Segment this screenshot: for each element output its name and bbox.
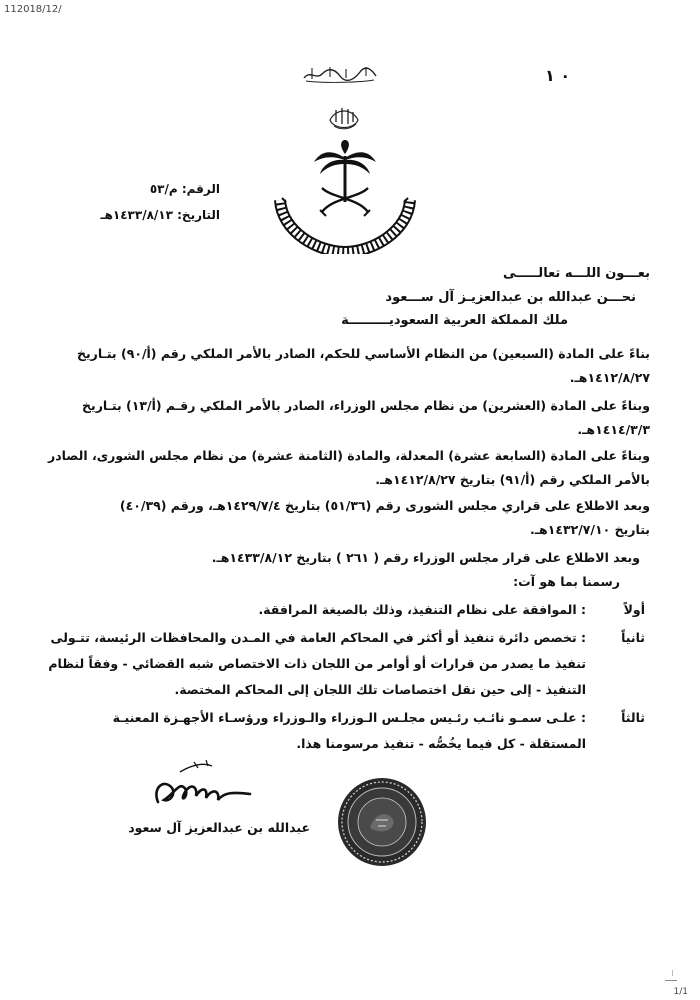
clause-line: : علـى سمـو نائـب رئـيس مجلـس الـوزراء والـوزراء ورؤسـاء الأجهـزة المعنيـة: [112, 710, 586, 725]
preamble-line: وبعد الاطلاع على قراري مجلس الشورى رقم (٥١/٣٦) بتاريخ ١٤٢٩/٧/٤هـ، ورقم (٤٠/٣٩): [119, 498, 650, 513]
print-date: 112018/12/: [4, 4, 62, 15]
preamble-line: وبناءً على المادة (العشرين) من نظام مجلس الوزراء، الصادر بالأمر الملكي رقـم (أ/١٣) بتـاريخ: [82, 398, 650, 413]
opening-invocation: بعـــون اللـــه تعالـــــى: [502, 266, 650, 281]
basmala-calligraphy: [300, 64, 380, 84]
clause-line: التنفيذ - إلى حين نقل اختصاصات تلك اللجان إلى المحاكم المختصة.: [174, 682, 586, 697]
royal-seal: [336, 776, 428, 868]
top-marks: ٠ ١: [545, 66, 571, 85]
preamble-line: ١٤١٢/٨/٢٧هـ.: [569, 370, 650, 385]
preamble-line: وبعد الاطلاع على قرار مجلس الوزراء رقم ( ٢٦١ ) بتاريخ ١٤٣٣/٨/١٢هـ.: [211, 550, 640, 565]
tawheed-calligraphy: [326, 100, 362, 136]
clause-ordinal: ثالثاً: [621, 710, 645, 725]
clause-line: المستقلة - كل فيما يخُصُّه - تنفيذ مرسومنا هذا.: [296, 736, 586, 751]
preamble-line: وبناءً على المادة (السابعة عشرة) المعدلة، والمادة (الثامنة عشرة) من نظام مجلس الشورى، الصادر: [48, 448, 650, 463]
clause-line: : تخصص دائرة تنفيذ أو أكثر في المحاكم العامة في المـدن والمحافظات الرئيسة، تتـولى: [50, 630, 586, 645]
preamble-line: بتاريخ ١٤٣٢/٧/١٠هـ.: [530, 522, 650, 537]
preamble-line: ١٤١٤/٣/٣هـ.: [577, 422, 650, 437]
signatory-name: عبدالله بن عبدالعزيز آل سعود: [128, 820, 310, 835]
clause-ordinal: ثانياً: [621, 630, 645, 645]
handwritten-signature: [150, 758, 260, 816]
clause-line: : الموافقة على نظام التنفيذ، وذلك بالصيغة المرافقة.: [258, 602, 586, 617]
preamble-line: بناءً على المادة (السبعين) من النظام الأساسي للحكم، الصادر بالأمر الملكي رقم (أ/٩٠) بتـاريخ: [76, 346, 650, 361]
reference-date: التاريخ: ١٤٣٣/٨/١٣هـ: [100, 208, 220, 222]
page-edge-tick: [665, 980, 677, 981]
opening-king-title: ملك المملكة العربية السعوديـــــــــة: [341, 313, 568, 328]
clause-line: تنفيذ ما يصدر من قرارات أو أوامر من اللجان ذات الاختصاص شبه القضائي - وفقاً لنظام: [48, 656, 586, 671]
kingdom-emblem: [266, 140, 424, 254]
decree-intro: رسمنا بما هو آت:: [513, 574, 620, 589]
preamble-line: بالأمر الملكي رقم (أ/٩١) بتاريخ ١٤١٢/٨/٢٧هـ.: [375, 472, 650, 487]
reference-number: الرقم: م/٥٣: [149, 182, 220, 196]
opening-king-name: نحـــن عبدالله بن عبدالعزيـز آل ســـعود: [385, 290, 636, 305]
clause-ordinal: أولاً: [623, 602, 645, 617]
page-number: 1/1: [673, 987, 688, 997]
